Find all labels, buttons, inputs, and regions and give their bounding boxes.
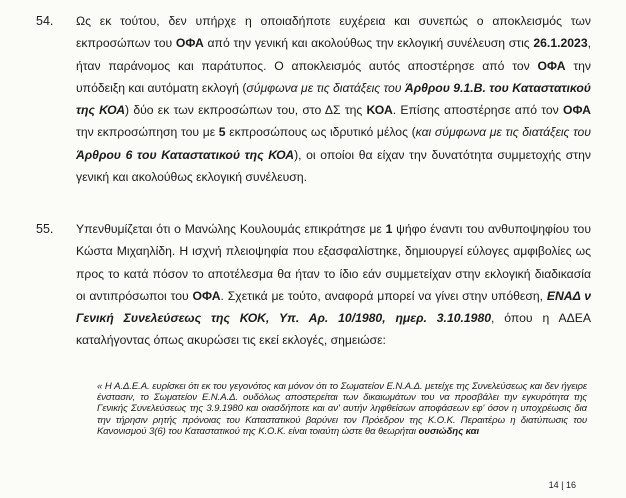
page-number: 14 | 16 — [548, 480, 576, 490]
bold-term: ΟΦΑ — [175, 36, 204, 51]
article-reference: Άρθρου 9.1.Β. του Καταστατικού της ΚΟΑ — [76, 80, 591, 118]
paragraph-number: 55. — [36, 222, 54, 236]
bold-term: ΚΟΑ — [366, 103, 393, 118]
quote-bold-end: ουσιώδης και — [418, 425, 480, 437]
block-quote: « Η Α.Δ.Ε.Α. ευρίσκει ότι εκ του γεγονότος και μόνον ότι το Σωματείον Ε.Ν.Α.Δ. μετείχε της Συνελεύσεως και δεν ήγειρε ένστασιν, το Σωματείον Ε.Ν.Α.Δ. ουδόλως αποστερείται των δικαιωμάτων του να προσβάλει την εγκυρότητα της Γενικής Συνελεύσεως της 3.9.1980 και οιασδήποτε και αν' αυτήν ληφθείσων αποφάσεων εφ' όσον η υποχρέωσις δια την τήρησιν ρητής πρόνοιας του Καταστατικού βαρύνει τον Πρόεδρον της Κ.Ο.Κ. Περαιτέρω η διατύπωσις του Κανονισμού 3(6) του Καταστατικού της Κ.Ο.Κ. είναι τοιαύτη ώστε θα θεωρήται ουσιώδης και — [97, 381, 587, 437]
paragraph-text: Ως εκ τούτου, δεν υπήρχε η οποιαδήποτε ευχέρεια και συνεπώς ο αποκλεισμός των εκπροσώπων του ΟΦΑ από την γενική και ακολούθως την εκλογική συνέλευση στις 26.1.2023, ήταν παράνομος και παράτυπος. Ο αποκλεισμός αυτός αποστέρησε από τον ΟΦΑ την υπόδειξη και αυτόματη εκλογή (σύμφωνα με τις διατάξεις του Άρθρου 9.1.Β. του Καταστατικού της ΚΟΑ) δύο εκ των εκπροσώπων του, στο ΔΣ της ΚΟΑ. Επίσης αποστέρησε από τον ΟΦΑ την εκπροσώπηση του με 5 εκπροσώπους ως ιδρυτικό μέλος (και σύμφωνα με τις διατάξεις του Άρθρου 6 του Καταστατικού της ΚΟΑ), οι οποίοι θα είχαν την δυνατότητα συμμετοχής στην γενική και ακολούθως εκλογική συνέλευση. — [76, 14, 591, 185]
article-reference: Άρθρου 6 του Καταστατικού της ΚΟΑ — [76, 147, 295, 162]
case-reference: ΕΝΑΔ ν Γενική Συνελεύσεως της ΚΟΚ, Υπ. Αρ. 10/1980, ημερ. 3.10.1980 — [76, 288, 591, 326]
bold-term: ΟΦΑ — [192, 288, 221, 303]
bold-term: ΟΦΑ — [537, 58, 566, 73]
paragraph-number: 54. — [36, 14, 54, 28]
bold-date: 26.1.2023 — [533, 36, 588, 51]
bold-number: 5 — [218, 125, 226, 140]
bold-term: ΟΦΑ — [563, 103, 591, 118]
paragraph-text: Υπενθυμίζεται ότι ο Μανώλης Κουλουμάς επικράτησε με 1 ψήφο έναντι του ανθυποψηφίου του Κώστα Μιχαηλίδη. Η ισχνή πλειοψηφία που εξασφαλίστηκε, δημιουργεί εύλογες αμφιβολίες ως προς το κατά πόσον το αποτέλεσμα θα ήταν το ίδιο εάν συμμετείχαν στην εκλογική διαδικασία οι αντιπρόσωποι του ΟΦΑ. Σχετικά με τούτο, αναφορά μπορεί να γίνει στην υπόθεση, ΕΝΑΔ ν Γενική Συνελεύσεως της ΚΟΚ, Υπ. Αρ. 10/1980, ημερ. 3.10.1980, όπου η ΑΔΕΑ καταλήγοντας όπως ακυρώσει τις εκεί εκλογές, σημειώσε: — [76, 222, 591, 348]
bold-number: 1 — [385, 222, 393, 236]
